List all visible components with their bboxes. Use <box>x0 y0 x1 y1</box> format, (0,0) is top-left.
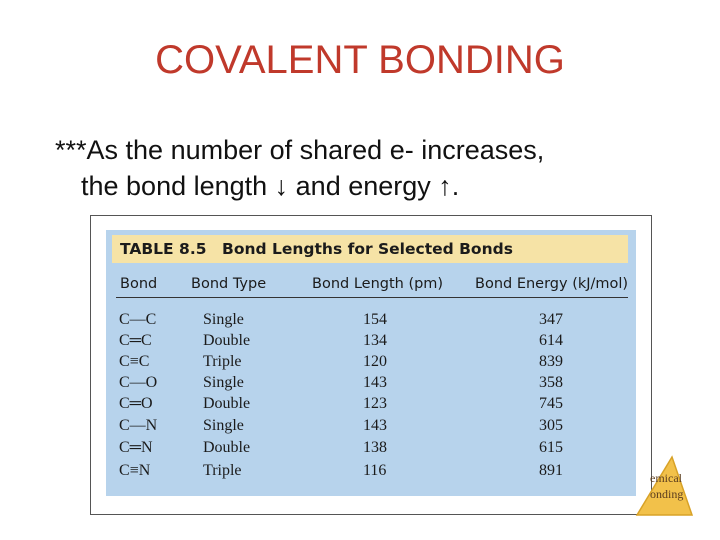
cell-bond: C═C <box>119 332 152 349</box>
cell-energy: 305 <box>539 417 563 434</box>
table-row <box>106 374 636 395</box>
bond-table <box>106 230 636 496</box>
cell-bond: C—C <box>119 311 157 328</box>
cell-energy: 891 <box>539 462 563 479</box>
cell-bond: C≡C <box>119 353 150 370</box>
slide-body-text <box>55 132 695 204</box>
corner-label-line-1: emical <box>650 471 682 485</box>
table-row <box>106 417 636 438</box>
cell-length: 143 <box>363 374 387 391</box>
cell-energy: 347 <box>539 311 563 328</box>
table-caption: Bond Lengths for Selected Bonds <box>222 240 513 258</box>
cell-type: Triple <box>203 353 242 370</box>
cell-energy: 614 <box>539 332 563 349</box>
header-rule <box>116 297 628 298</box>
cell-length: 143 <box>363 417 387 434</box>
cell-type: Double <box>203 439 251 456</box>
cell-type: Single <box>203 417 244 434</box>
table-row <box>106 311 636 332</box>
header-bond-type: Bond Type <box>191 276 267 292</box>
header-bond: Bond <box>120 276 158 292</box>
cell-type: Triple <box>203 462 242 479</box>
cell-type: Double <box>203 395 251 412</box>
cell-bond: C—N <box>119 417 158 434</box>
cell-energy: 615 <box>539 439 563 456</box>
slide-title: COVALENT BONDING <box>155 38 565 82</box>
table-row <box>106 439 636 460</box>
table-row <box>106 395 636 416</box>
chapter-corner-badge <box>634 455 694 517</box>
cell-length: 123 <box>363 395 387 412</box>
cell-energy: 745 <box>539 395 563 412</box>
cell-bond: C—O <box>119 374 158 391</box>
corner-label-line-2: onding <box>650 487 684 501</box>
cell-type: Single <box>203 311 244 328</box>
cell-energy: 839 <box>539 353 563 370</box>
cell-type: Single <box>203 374 244 391</box>
table-number: TABLE 8.5 <box>120 240 207 258</box>
body-line-1: ***As the number of shared e- increases, <box>55 135 545 165</box>
table-caption-bar <box>112 235 628 263</box>
cell-length: 120 <box>363 353 387 370</box>
cell-bond: C≡N <box>119 462 151 479</box>
cell-length: 154 <box>363 311 387 328</box>
cell-bond: C═N <box>119 439 153 456</box>
header-bond-length: Bond Length (pm) <box>312 276 444 292</box>
table-row <box>106 462 636 483</box>
cell-type: Double <box>203 332 251 349</box>
table-row <box>106 332 636 353</box>
body-line-2: the bond length ↓ and energy ↑. <box>81 171 460 201</box>
cell-length: 134 <box>363 332 387 349</box>
corner-triangle-icon <box>634 455 694 517</box>
header-bond-energy: Bond Energy (kJ/mol) <box>475 276 629 292</box>
cell-length: 116 <box>363 462 387 479</box>
cell-length: 138 <box>363 439 387 456</box>
cell-energy: 358 <box>539 374 563 391</box>
cell-bond: C═O <box>119 395 153 412</box>
table-row <box>106 353 636 374</box>
